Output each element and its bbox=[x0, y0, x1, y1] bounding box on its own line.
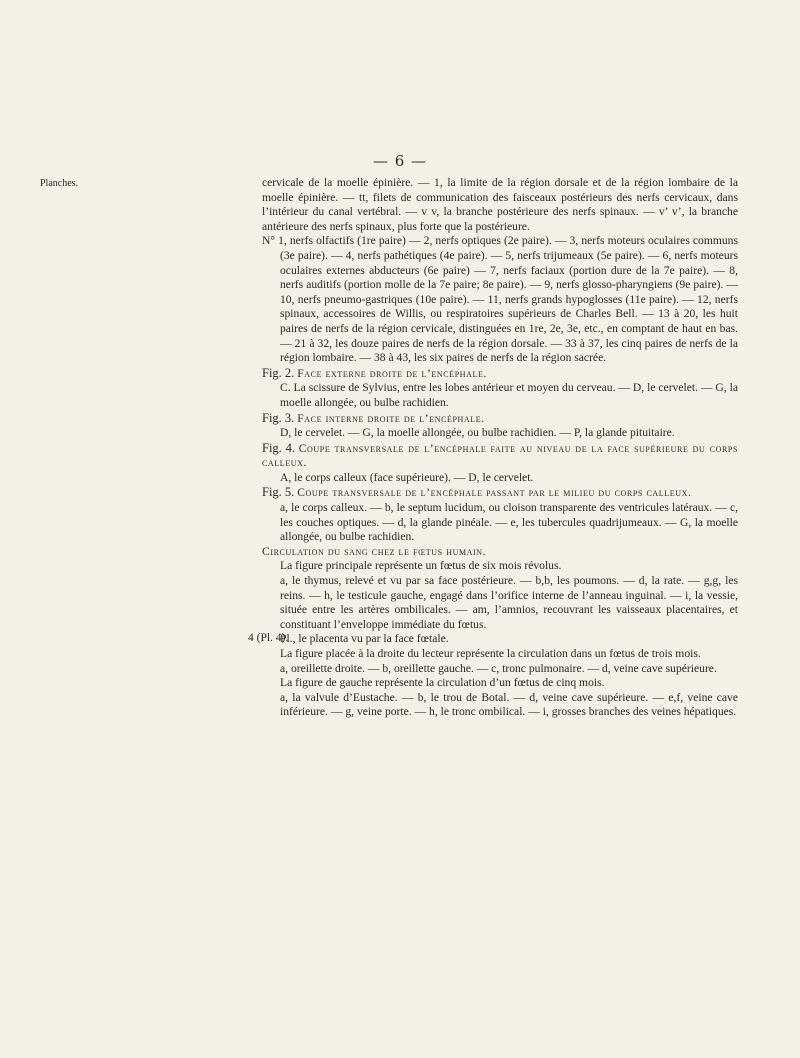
paragraph-nerves: N° 1, nerfs olfactifs (1re paire) — 2, nerfs optiques (2e paire). — 3, nerfs moteurs oculaires communs (3e paire). — 4, nerfs pathétiques (4e paire). — 5, nerfs trijumeaux (5e paire). — 6, nerfs moteurs oculaires externes abducteurs (6e paire) — 7, nerfs faciaux (portion dure de la 7e paire). — 8, nerfs auditifs (portion molle de la 7e paire; 8e paire). — 9, nerfs glosso-pharyngiens (9e paire). — 10, nerfs pneumo-gastriques (10e paire). — 11, nerfs grands hypoglosses (11e paire). — 12, nerfs spinaux, accessoires de Willis, ou respiratoires supérieurs de Charles Bell. — 13 à 20, les huit paires de nerfs de la région cervicale, distinguées en 1re, 2e, 3e, etc., en comptant de haut en bas. — 21 à 32, les douze paires de nerfs de la région dorsale. — 33 à 37, les cinq paires de nerfs de la région lombaire. — 38 à 43, les six paires de nerfs de la région sacrée. bbox=[262, 234, 738, 365]
margin-label: Planches. bbox=[40, 178, 79, 189]
fig4-title: Coupe transversale de l’encéphale faite au niveau de la face supérieure du corps calleux. bbox=[262, 441, 738, 470]
fig3-heading bbox=[262, 411, 738, 427]
fig5-title: Coupe transversale de l’encéphale passant par le milieu du corps calleux. bbox=[297, 486, 692, 500]
fig5-body: a, le corps calleux. — b, le septum lucidum, ou cloison transparente des ventricules latéraux. — c, les couches optiques. — d, la glande pinéale. — e, les tubercules quadrijumeaux. — G, la moelle allongée, ou bulbe rachidien. bbox=[280, 501, 738, 544]
circulation-left-legend: a, la valvule d’Eustache. — b, le trou de Botal. — d, veine cave supérieure. — e,f, veine cave inférieure. — g, veine porte. — h, le tronc ombilical. — i, grosses branches des veines hépatiques. bbox=[280, 690, 738, 719]
fig3-body: D, le cervelet. — G, la moelle allongée, ou bulbe rachidien. — P, la glande pituitaire. bbox=[280, 426, 675, 440]
circulation-main-legend: a, le thymus, relevé et vu par sa face postérieure. — b,b, les poumons. — d, la rate. — g,g, les reins. — h, le testicule gauche, engagé dans l’orifice interne de l’anneau inguinal. — i, la vessie, située entre les artères ombilicales. — am, l’amnios, recouvrant les vaisseaux placentaires, et constituant l’enveloppe immédiate du fœtus. bbox=[280, 574, 738, 631]
circulation-heading bbox=[262, 545, 738, 560]
fig2-number: Fig. 2. bbox=[262, 365, 295, 380]
fig3-title: Face interne droite de l’encéphale. bbox=[297, 411, 485, 425]
fig2-title: Face externe droite de l’encéphale. bbox=[297, 366, 487, 380]
fig4-body: A, le corps calleux (face supérieure). — D, le cervelet. bbox=[280, 470, 534, 484]
margin-plate-ref: 4 (Pl. 4). bbox=[248, 632, 289, 644]
circulation-intro: La figure principale représente un fœtus de six mois révolus. bbox=[280, 559, 562, 573]
fig4-number: Fig. 4. bbox=[262, 440, 296, 455]
circulation-placenta: Pl., le placenta vu par la face fœtale. bbox=[280, 632, 449, 646]
fig4-heading bbox=[262, 441, 738, 471]
fig2-heading bbox=[262, 366, 738, 382]
page-body bbox=[262, 176, 738, 720]
fig5-number: Fig. 5. bbox=[262, 485, 295, 500]
circulation-left-intro: La figure de gauche représente la circulation d’un fœtus de cinq mois. bbox=[280, 676, 605, 690]
fig2-body: C. La scissure de Sylvius, entre les lobes antérieur et moyen du cerveau. — D, le cervelet. — G, la moelle allongée, ou bulbe rachidien. bbox=[280, 381, 738, 409]
fig3-number: Fig. 3. bbox=[262, 410, 295, 425]
circulation-right-intro: La figure placée à la droite du lecteur représente la circulation dans un fœtus de trois mois. bbox=[280, 647, 701, 660]
circulation-right-legend: a, oreillette droite. — b, oreillette gauche. — c, tronc pulmonaire. — d, veine cave supérieure. bbox=[280, 661, 717, 675]
circulation-title: Circulation du sang chez le fœtus humain. bbox=[262, 544, 487, 558]
paragraph-spinal: cervicale de la moelle épinière. — 1, la limite de la région dorsale et de la région lombaire de la moelle épinière. — tt, filets de communication des faisceaux postérieurs des nerfs cervicaux, dans l’intérieur du canal vertébral. — v v, la branche postérieure des nerfs spinaux. — v’ v’, la branche antérieure des nerfs spinaux, plus forte que la postérieure. bbox=[262, 176, 738, 233]
fig5-heading bbox=[262, 485, 738, 501]
page-number: — 6 — bbox=[372, 152, 428, 170]
